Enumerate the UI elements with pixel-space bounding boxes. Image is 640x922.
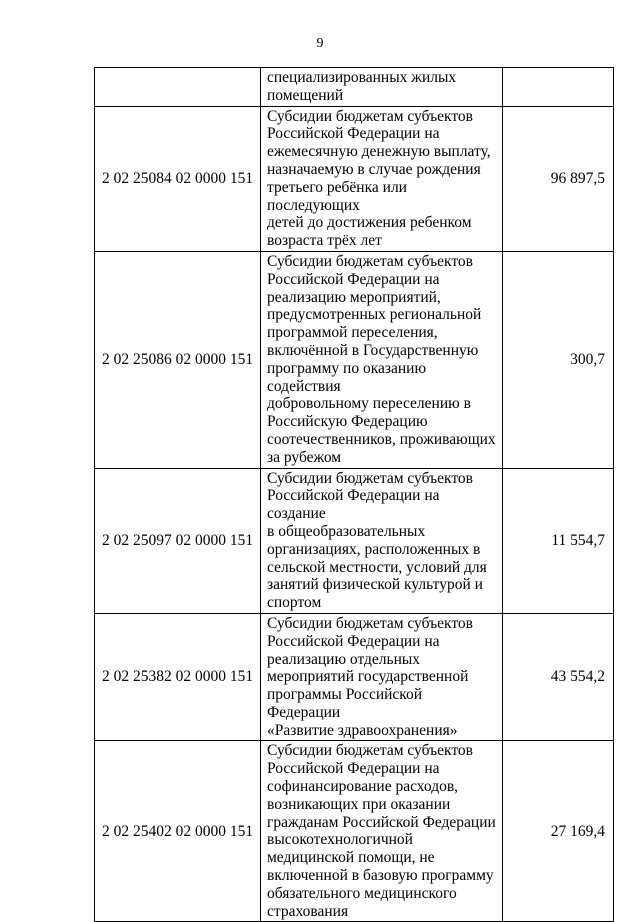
table-row (95, 741, 614, 922)
description-cell (261, 106, 503, 251)
description-line: Российскую Федерацию (267, 413, 428, 431)
amount-cell: 43 554,2 (503, 613, 614, 741)
revenue-code-cell: 2 02 25086 02 0000 151 (95, 251, 261, 468)
revenue-code-cell: 2 02 25084 02 0000 151 (95, 106, 261, 251)
description-line: предусмотренных региональной (267, 306, 482, 324)
description-line: ежемесячную денежную выплату, (267, 143, 491, 161)
table-row (95, 468, 614, 613)
description-line: гражданам Российской Федерации (267, 813, 496, 831)
amount-cell: 27 169,4 (503, 741, 614, 922)
description-line: помещений (267, 86, 344, 104)
description-line: включённой в Государственную (267, 341, 479, 359)
description-line: Российской Федерации на (267, 270, 440, 288)
description-line: реализацию отдельных (267, 650, 421, 668)
description-line: детей до достижения ребенком (267, 214, 472, 232)
description-cell (261, 613, 503, 741)
description-line: высокотехнологичной (267, 831, 413, 849)
description-line: обязательного медицинского (267, 884, 457, 902)
table-body (95, 68, 614, 922)
description-line: назначаемую в случае рождения (267, 160, 481, 178)
amount-cell (503, 68, 614, 107)
revenue-code-cell: 2 02 25382 02 0000 151 (95, 613, 261, 741)
budget-revenue-table (94, 67, 614, 922)
table-row (95, 613, 614, 741)
description-line: Российской Федерации на (267, 125, 440, 143)
amount-cell: 11 554,7 (503, 468, 614, 613)
description-line: медицинской помощи, не (267, 849, 435, 867)
description-line: в общеобразовательных (267, 522, 426, 540)
description-line: Российской Федерации на создание (267, 487, 440, 523)
page-number: 9 (316, 36, 324, 51)
description-line: программы Российской Федерации (267, 686, 423, 721)
description-line: занятий физической культурой и (267, 576, 483, 594)
description-line: добровольному переселению в (267, 395, 471, 413)
description-line: третьего ребёнка или последующих (267, 178, 407, 214)
description-line: возникающих при оказании (267, 795, 451, 813)
revenue-code-cell (95, 68, 261, 107)
description-line: Субсидии бюджетам субъектов (267, 469, 473, 487)
description-cell (261, 68, 503, 107)
description-line: софинансирование расходов, (267, 778, 459, 796)
table-row (95, 68, 614, 107)
description-cell (261, 251, 503, 468)
description-line: Российской Федерации на (267, 632, 440, 650)
description-line: программу по оказанию содействия (267, 359, 427, 395)
description-line: реализацию мероприятий, (267, 288, 441, 306)
description-line: сельской местности, условий для (267, 558, 487, 576)
description-cell (261, 468, 503, 613)
description-line: за рубежом (267, 448, 342, 466)
description-line: «Развитие здравоохранения» (267, 721, 458, 739)
table-row (95, 106, 614, 251)
amount-cell: 300,7 (503, 251, 614, 468)
amount-cell: 96 897,5 (503, 106, 614, 251)
description-line: мероприятий государственной (267, 668, 469, 686)
description-line: Российской Федерации на (267, 760, 440, 778)
description-line: Субсидии бюджетам субъектов (267, 107, 473, 125)
description-line: спортом (267, 594, 322, 612)
revenue-code-cell: 2 02 25097 02 0000 151 (95, 468, 261, 613)
revenue-code-cell: 2 02 25402 02 0000 151 (95, 741, 261, 922)
description-line: программой переселения, (267, 324, 438, 342)
description-line: организациях, расположенных в (267, 540, 481, 558)
description-line: Субсидии бюджетам субъектов (267, 742, 473, 760)
description-cell (261, 741, 503, 922)
description-line: включенной в базовую программу (267, 867, 494, 885)
description-line: Субсидии бюджетам субъектов (267, 252, 473, 270)
description-line: специализированных жилых (267, 69, 457, 86)
description-line: соотечественников, проживающих (267, 430, 496, 448)
description-line: Субсидии бюджетам субъектов (267, 614, 473, 632)
description-line: возраста трёх лет (267, 232, 382, 250)
description-line: страхования (267, 902, 349, 920)
table-row (95, 251, 614, 468)
